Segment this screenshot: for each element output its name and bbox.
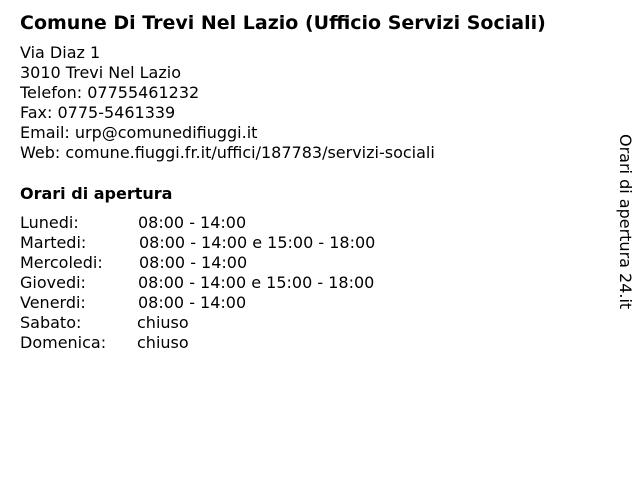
brand-watermark [612, 134, 638, 314]
page-title: Comune Di Trevi Nel Lazio (Ufficio Servizi Sociali) [20, 12, 546, 34]
time-value: chiuso [137, 313, 189, 332]
time-value: 08:00 - 14:00 [138, 213, 247, 232]
day-label: Venerdi: [20, 293, 86, 312]
day-label: Giovedi: [20, 273, 86, 292]
time-value: 08:00 - 14:00 e 15:00 - 18:00 [138, 273, 375, 292]
time-value: 08:00 - 14:00 e 15:00 - 18:00 [139, 233, 376, 252]
email-address: Email: urp@comunedifiuggi.it [20, 123, 258, 142]
day-label: Lunedi: [20, 213, 79, 232]
day-label: Martedi: [20, 233, 87, 252]
day-label: Domenica: [20, 333, 107, 352]
website-link: Web: comune.fiuggi.fr.it/uffici/187783/servizi-sociali [20, 143, 435, 162]
time-value: chiuso [137, 333, 189, 352]
address-block [20, 43, 435, 163]
fax-number: Fax: 0775-5461339 [20, 103, 176, 122]
city-address: 3010 Trevi Nel Lazio [20, 63, 181, 82]
opening-hours-heading: Orari di apertura [20, 184, 173, 203]
street-address: Via Diaz 1 [20, 43, 101, 62]
brand-text: Orari di apertura 24.it [616, 134, 635, 310]
time-value: 08:00 - 14:00 [138, 293, 247, 312]
day-label: Mercoledi: [20, 253, 103, 272]
day-label: Sabato: [20, 313, 82, 332]
time-value: 08:00 - 14:00 [139, 253, 248, 272]
phone-number: Telefon: 07755461232 [20, 83, 200, 102]
